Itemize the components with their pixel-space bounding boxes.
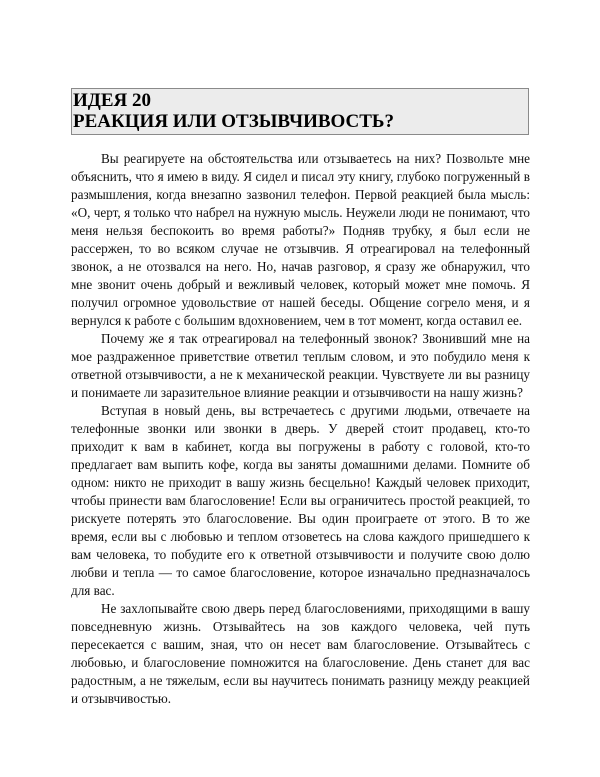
paragraph-1: Вы реагируете на обстоятельства или отзываетесь на них? Позвольте мне объяснить, что я имею в виду. Я сидел и писал эту книгу, глубоко погруженный в размышления, когда внезапно зазвонил телефон. Первой реакцией была мысль: «О, черт, я только что набрел на нужную мысль. Неужели люди не понимают, что меня нельзя беспокоить во время работы?» Подняв трубку, я был если не рассержен, то во всяком случае не отзывчив. Я отреагировал на телефонный звонок, а не отозвался на него. Но, начав разговор, я сразу же обнаружил, что мне звонит очень добрый и вежливый человек, который может мне помочь. Я получил огромное удовольствие от нашей беседы. Общение согрело меня, и я вернулся к работе с большим вдохновением, чем в тот момент, когда оставил ее. — [71, 151, 530, 328]
chapter-body — [71, 150, 530, 708]
chapter-title: РЕАКЦИЯ ИЛИ ОТЗЫВЧИВОСТЬ? — [73, 111, 394, 132]
paragraph-4: Не захлопывайте свою дверь перед благословениями, приходящими в вашу повседневную жизнь. Отзывайтесь на зов каждого человека, чей путь пересекается с вашим, зная, что он несет вам благословение. Отзывайтесь с любовью, и благословение помножится на благословение. День станет для вас радостным, а не тяжелым, если вы научитесь понимать разницу между реакцией и отзывчивостью. — [71, 601, 530, 706]
paragraph-2: Почему же я так отреагировал на телефонный звонок? Звонивший мне на мое раздраженное приветствие ответил теплым словом, и это побудило меня к ответной отзывчивости, а не к механической реакции. Чувствуете ли вы разницу и понимаете ли заразительное влияние реакции и отзывчивости на нашу жизнь? — [71, 331, 530, 400]
chapter-heading-box — [71, 88, 529, 135]
paragraph-3: Вступая в новый день, вы встречаетесь с другими людьми, отвечаете на телефонные звонки или звонки в дверь. У дверей стоит продавец, кто-то приходит к вам в кабинет, когда вы погружены в работу с головой, кто-то предлагает вам выпить кофе, когда вы заняты домашними делами. Помните об одном: никто не приходит в вашу жизнь бесцельно! Каждый человек приходит, чтобы принести вам благословение! Если вы ограничитесь простой реакцией, то рискуете потерять это благословение. Вы один проиграете от этого. В то же время, если вы с любовью и теплом отзоветесь на слова каждого пришедшего к вам человека, то побудите его к ответной отзывчивости и получите свою долю любви и тепла — то самое благословение, которое изначально предназначалось для вас. — [71, 403, 530, 598]
chapter-number: ИДЕЯ 20 — [73, 90, 151, 111]
